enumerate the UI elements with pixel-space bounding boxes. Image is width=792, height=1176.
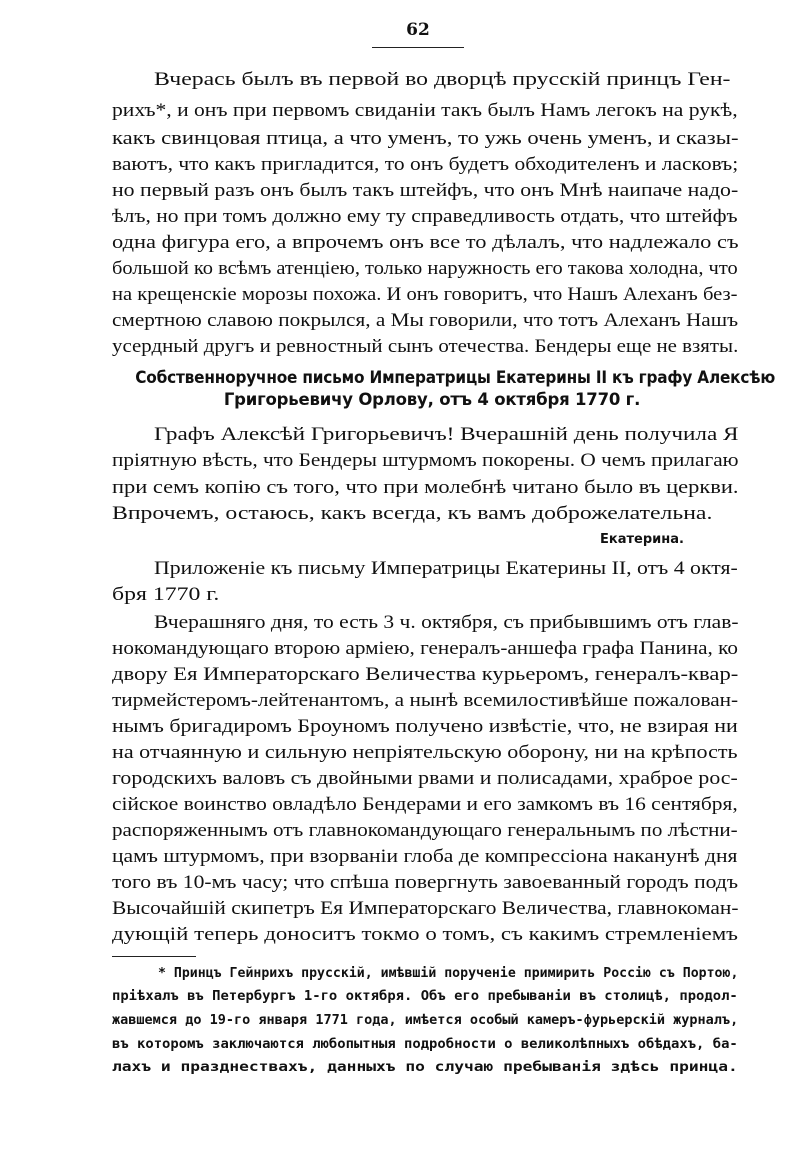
footnote-line: пріѣхалъ въ Петербургъ 1-го октября. Объ его пребываніи въ столицѣ, продол- — [112, 988, 738, 1004]
appendix-line: городскихъ валовъ съ двойными рвами и полисадами, храброе рос- — [112, 768, 738, 789]
text-line: большой ко всѣмъ атенціею, только наружность его такова холодна, что — [112, 258, 738, 279]
appendix-line: распоряженнымъ отъ главнокомандующаго генеральнымъ по лѣстни- — [112, 820, 738, 841]
appendix-line: нымъ бригадиромъ Броуномъ получено извѣстіе, что, не взирая ни — [112, 716, 738, 737]
page-number: 62 — [406, 20, 430, 40]
text-line: ѣлъ, но при томъ должно ему ту справедливость отдать, что штейфъ — [112, 206, 738, 227]
text-line: смертною славою покрылся, а Мы говорили, что тотъ Алеханъ Нашъ — [112, 310, 739, 331]
section-heading-line: Григорьевичу Орлову, отъ 4 октября 1770 г. — [223, 390, 641, 409]
letter-line: Впрочемъ, остаюсь, какъ всегда, къ вамъ доброжелательна. — [112, 503, 713, 524]
appendix-line: Высочайшій скипетръ Ея Императорскаго Величества, главнокоман- — [112, 898, 739, 919]
text-line: на крещенскіе морозы похожа. И онъ говоритъ, что Нашъ Алеханъ без- — [112, 284, 738, 305]
text-line: но первый разъ онъ былъ такъ штейфъ, что онъ Мнѣ наипаче надо- — [112, 180, 739, 201]
text-line: какъ свинцовая птица, а что уменъ, то ужь очень уменъ, и сказы- — [112, 128, 739, 149]
appendix-title-line: Приложеніе къ письму Императрицы Екатерины II, отъ 4 октя- — [154, 558, 738, 579]
appendix-line: нокомандующаго второю арміею, генералъ-аншефа графа Панина, ко — [112, 638, 738, 659]
appendix-line: цамъ штурмомъ, при взорваніи глоба де компрессіона наканунѣ дня — [112, 846, 738, 867]
text-line: ваютъ, что какъ пригладится, то онъ будетъ обходителенъ и ласковъ; — [112, 154, 739, 175]
letter-line: при семъ копію съ того, что при молебнѣ читано было въ церкви. — [112, 477, 739, 498]
letter-line: пріятную вѣсть, что Бендеры штурмомъ покорены. О чемъ прилагаю — [112, 450, 739, 471]
footnote-line: * Принцъ Гейнрихъ прусскій, имѣвшій порученіе примирить Россію съ Портою, — [158, 965, 739, 981]
footnote-rule — [112, 956, 196, 957]
letter-line: Графъ Алексѣй Григорьевичъ! Вчерашній день получила Я — [154, 424, 739, 445]
text-line: Вчерась былъ въ первой во дворцѣ прусскій принцъ Ген- — [154, 69, 731, 90]
appendix-line: тирмейстеромъ-лейтенантомъ, а нынѣ всемилостивѣйше пожалован- — [112, 690, 739, 711]
section-heading-line: Собственноручное письмо Императрицы Екатерины II къ графу Алексѣю — [135, 368, 776, 387]
appendix-line: Вчерашняго дня, то есть 3 ч. октября, съ прибывшимъ отъ глав- — [154, 612, 739, 633]
appendix-line: дующій теперь доноситъ токмо о томъ, съ какимъ стремленіемъ — [112, 924, 739, 945]
header-rule — [372, 47, 464, 48]
signature: Екатерина. — [600, 532, 684, 547]
appendix-line: двору Ея Императорскаго Величества курьеромъ, генералъ-квар- — [112, 664, 739, 685]
text-line: рихъ*, и онъ при первомъ свиданіи такъ былъ Намъ легокъ на рукѣ, — [112, 100, 738, 121]
text-line: усердный другъ и ревностный сынъ отечества. Бендеры еще не взяты. — [112, 336, 739, 357]
appendix-line: на отчаянную и сильную непріятельскую оборону, ни на крѣпость — [112, 742, 738, 763]
footnote-line: въ которомъ заключаются любопытныя подробности о великолѣпныхъ обѣдахъ, ба- — [112, 1036, 738, 1052]
footnote-line: лахъ и празднествахъ, данныхъ по случаю пребыванія здѣсь принца. — [112, 1059, 738, 1075]
appendix-line: того въ 10-мъ часу; что спѣша повергнуть завоеванный городъ подъ — [112, 872, 739, 893]
appendix-title-line: бря 1770 г. — [112, 584, 220, 605]
footnote-line: жавшемся до 19-го января 1771 года, имѣется особый камеръ-фурьерскій журналъ, — [112, 1012, 739, 1028]
text-line: одна фигура его, а впрочемъ онъ все то дѣлалъ, что надлежало съ — [112, 232, 739, 253]
appendix-line: сійское воинство овладѣло Бендерами и его замкомъ въ 16 сентября, — [112, 794, 738, 815]
